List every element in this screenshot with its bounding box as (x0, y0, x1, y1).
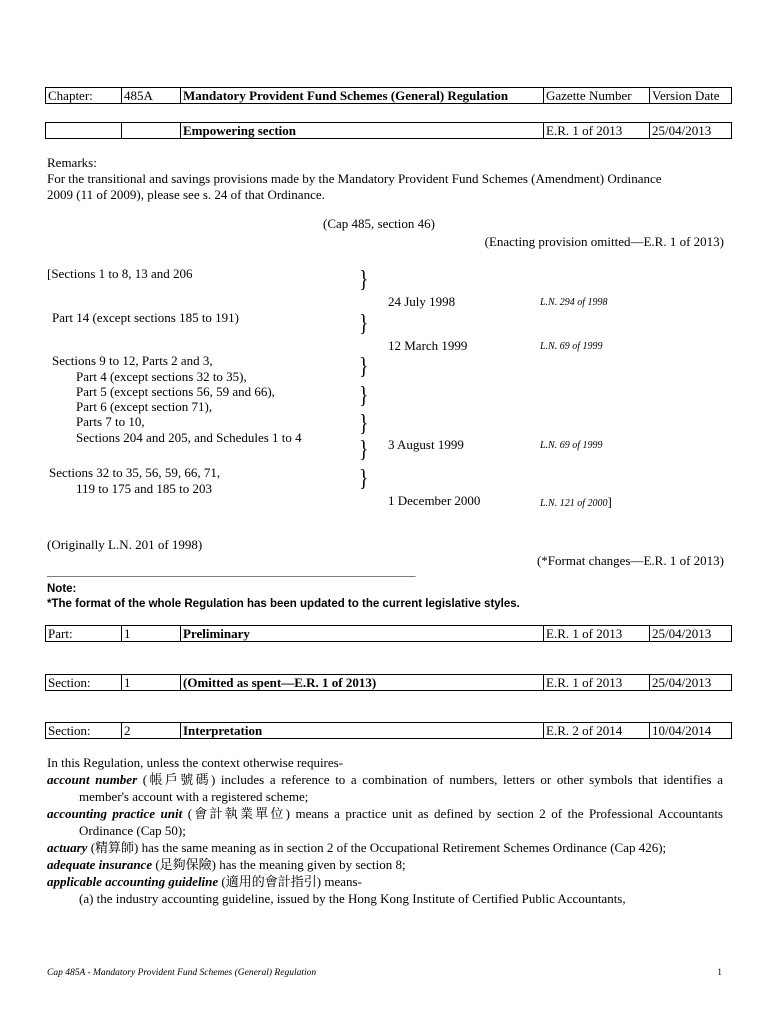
part-label: Part: (46, 626, 122, 642)
definition-actuary (47, 839, 723, 856)
note-text: *The format of the whole Regulation has been updated to the current legislative styles. (47, 598, 520, 610)
enacting-provision-note: (Enacting provision omitted—E.R. 1 of 2013) (484, 234, 724, 249)
section-date: 10/04/2014 (650, 723, 732, 739)
chapter-label: Chapter: (46, 88, 122, 104)
brace-mark: } (359, 437, 369, 463)
part-1-table (45, 625, 732, 642)
section-number: 2 (122, 723, 181, 739)
section-1-table (45, 674, 732, 691)
cap-reference: (Cap 485, section 46) (323, 216, 435, 231)
remarks-label: Remarks: (47, 155, 97, 170)
brace-mark: } (359, 311, 369, 337)
empowering-date: 25/04/2013 (650, 123, 732, 139)
version-date-label: Version Date (650, 88, 732, 104)
definition-accounting-practice-unit (47, 805, 723, 839)
page-number: 1 (717, 968, 722, 978)
format-changes-note: (*Format changes—E.R. 1 of 2013) (536, 553, 724, 568)
empowering-title: Empowering section (181, 123, 544, 139)
definition-term: applicable accounting guideline (47, 874, 219, 889)
commencement-date-4: 1 December 2000 (388, 493, 481, 508)
definition-text: means- (321, 874, 362, 889)
remarks-line-2: 2009 (11 of 2009), please see s. 24 of that Ordinance. (47, 187, 325, 202)
definition-text: has the same meaning as in section 2 of the Occupational Retirement Schemes Ordinance (Cap 426); (138, 840, 667, 855)
part-title: Preliminary (181, 626, 544, 642)
commencement-group-3-line-5: Parts 7 to 10, (76, 414, 145, 429)
chapter-header-table (45, 87, 732, 104)
definition-chinese: (足夠保險) (155, 857, 217, 872)
section-gazette: E.R. 1 of 2013 (544, 675, 650, 691)
section-title: (Omitted as spent—E.R. 1 of 2013) (181, 675, 544, 691)
originally-note: (Originally L.N. 201 of 1998) (47, 537, 203, 552)
definition-adequate-insurance (47, 856, 723, 873)
brace-mark: } (359, 411, 369, 437)
commencement-group-2: Part 14 (except sections 185 to 191) (52, 310, 240, 325)
regulation-title: Mandatory Provident Fund Schemes (General) Regulation (181, 88, 544, 104)
legal-notice-3: L.N. 69 of 1999 (540, 440, 603, 451)
commencement-group-1: [Sections 1 to 8, 13 and 206 (47, 266, 193, 281)
definition-term: account number (47, 772, 138, 787)
interpretation-body (47, 754, 723, 907)
definition-chinese: (精算師) (90, 840, 139, 855)
brace-mark: } (359, 383, 369, 409)
section-label: Section: (46, 675, 122, 691)
commencement-group-3-line-3: Part 5 (except sections 56, 59 and 66), (76, 384, 275, 399)
horizontal-rule: ___________________________________________________________________ (47, 566, 416, 578)
commencement-group-3-line-6: Sections 204 and 205, and Schedules 1 to 4 (76, 430, 302, 445)
definition-text: means a practice unit as defined by section 2 of the Professional Accountants Ordinance (Cap 50); (79, 806, 723, 838)
definition-chinese: (帳戶號碼) (142, 772, 216, 787)
legal-notice-1: L.N. 294 of 1998 (540, 297, 608, 308)
part-date: 25/04/2013 (650, 626, 732, 642)
commencement-group-4-line-2: 119 to 175 and 185 to 203 (76, 481, 213, 496)
part-gazette: E.R. 1 of 2013 (544, 626, 650, 642)
gazette-number-label: Gazette Number (544, 88, 650, 104)
empty-cell (46, 123, 122, 139)
note-label: Note: (47, 583, 77, 595)
section-2-table (45, 722, 732, 739)
definition-chinese: (會計執業單位) (187, 806, 290, 821)
legal-notice-4 (540, 494, 612, 510)
definition-chinese: (適用的會計指引) (221, 874, 322, 889)
commencement-group-3-line-4: Part 6 (except section 71), (76, 399, 213, 414)
legal-notice-4-bracket: ] (607, 494, 612, 509)
definition-applicable-accounting-guideline (47, 873, 723, 890)
section-date: 25/04/2013 (650, 675, 732, 691)
chapter-number: 485A (122, 88, 181, 104)
definition-account-number (47, 771, 723, 805)
commencement-date-2: 12 March 1999 (388, 338, 468, 353)
commencement-date-1: 24 July 1998 (388, 294, 456, 309)
definition-text: includes a reference to a combination of numbers, letters or other symbols that identifies a member's account with a registered scheme; (79, 772, 724, 804)
brace-mark: } (359, 267, 369, 293)
commencement-group-3-line-2: Part 4 (except sections 32 to 35), (76, 369, 247, 384)
intro-line: In this Regulation, unless the context otherwise requires- (47, 755, 344, 770)
brace-mark: } (359, 466, 369, 492)
empty-cell (122, 123, 181, 139)
definition-term: adequate insurance (47, 857, 153, 872)
brace-mark: } (359, 354, 369, 380)
empowering-gazette: E.R. 1 of 2013 (544, 123, 650, 139)
definition-term: accounting practice unit (47, 806, 183, 821)
section-label: Section: (46, 723, 122, 739)
empowering-section-table (45, 122, 732, 139)
list-item-a: (a) the industry accounting guideline, issued by the Hong Kong Institute of Certified Public Accountants, (79, 891, 626, 906)
legal-notice-4-text: L.N. 121 of 2000 (540, 498, 608, 509)
footer-title: Cap 485A - Mandatory Provident Fund Schemes (General) Regulation (47, 968, 317, 978)
part-number: 1 (122, 626, 181, 642)
commencement-date-3: 3 August 1999 (388, 437, 464, 452)
commencement-group-4-line-1: Sections 32 to 35, 56, 59, 66, 71, (49, 465, 221, 480)
legal-notice-2: L.N. 69 of 1999 (540, 341, 603, 352)
section-title: Interpretation (181, 723, 544, 739)
section-gazette: E.R. 2 of 2014 (544, 723, 650, 739)
definition-text: has the meaning given by section 8; (216, 857, 406, 872)
definition-term: actuary (47, 840, 88, 855)
section-number: 1 (122, 675, 181, 691)
remarks-line-1: For the transitional and savings provisions made by the Mandatory Provident Fund Schemes (Amendment) Ordinance (47, 171, 662, 186)
commencement-group-3-line-1: Sections 9 to 12, Parts 2 and 3, (52, 353, 213, 368)
